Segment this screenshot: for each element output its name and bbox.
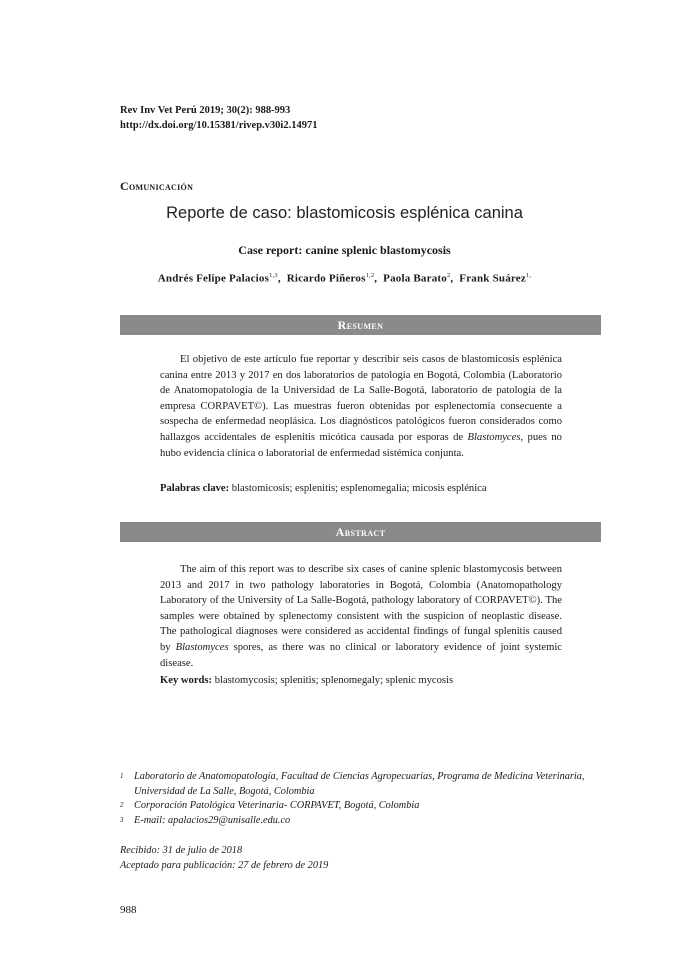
resumen-text-end: , pues no hubo evidencia clínica o laboratorial de enfermedad sistémica conjunta.	[160, 431, 562, 459]
abstract-heading: Abstract	[120, 522, 601, 542]
resumen-body	[160, 352, 562, 461]
footnote	[120, 799, 620, 814]
footnote-text[interactable]: E-mail: apalacios29@unisalle.edu.co	[134, 814, 291, 826]
keywords-list: blastomicosis; esplenitis; esplenomegalia; micosis esplénica	[229, 483, 487, 494]
resumen-italic: Blastomyces	[467, 431, 521, 443]
resumen-text: El objetivo de este artículo fue reportar y describir seis casos de blastomicosis esplénica canina entre 2013 y 2017 en dos laboratorios de patología en Bogotá, Colombia (Laboratorio de Anatomopatología de la Universidad de La Salle-Bogotá, laboratorio de patología de la empresa CORPAVET©). Las muestras fueron obtenidas por esplenectomía consecuente a sospecha de enfermedad neoplásica. Los diagnósticos patológicos fueron considerados como hallazgos accidentales de esplenitis micótica causada por esporas de	[160, 354, 562, 443]
received-date: Recibido: 31 de julio de 2018	[120, 845, 243, 856]
citation: Rev Inv Vet Perú 2019; 30(2): 988-993	[120, 105, 291, 116]
article-subtitle: Case report: canine splenic blastomycosis	[238, 243, 451, 257]
doi-link[interactable]: http://dx.doi.org/10.15381/rivep.v30i2.14971	[120, 120, 318, 131]
author-affiliation: 1,3	[269, 272, 278, 279]
accepted-date: Aceptado para publicación: 27 de febrero de 2019	[120, 860, 329, 871]
article-dates	[120, 843, 328, 873]
footnote-text: Laboratorio de Anatomopatología, Facultad de Ciencias Agropecuarias, Programa de Medicina Veterinaria, Universidad de La Salle, Bogotá, Colombia	[134, 771, 585, 797]
footnotes	[120, 770, 620, 828]
footnote	[120, 814, 620, 829]
abstract-italic: Blastomyces	[175, 641, 229, 653]
keywords-list: blastomycosis; splenitis; splenomegaly; splenic mycosis	[212, 675, 454, 686]
keywords-label: Palabras clave:	[160, 483, 230, 494]
footnote	[120, 770, 620, 799]
page-number: 988	[120, 904, 137, 916]
author-name: Frank Suárez	[459, 272, 526, 285]
author-affiliation: 2	[446, 272, 451, 279]
keywords-label: Key words:	[160, 675, 213, 686]
author-name: Andrés Felipe Palacios	[157, 272, 270, 285]
section-label: Comunicación	[120, 179, 194, 193]
journal-header	[120, 103, 317, 133]
footnote-number: 1	[120, 772, 124, 780]
abstract-text: The aim of this report was to describe six cases of canine splenic blastomycosis between 2013 and 2017 in two pathology laboratories in Bogotá, Colombia (Anatomopathology Laboratory of the University of La Salle-Bogotá, pathology laboratory of CORPAVET©). The samples were obtained by splenectomy consistent with the suspicion of neoplastic disease. The pathological diagnoses were considered as accidental findings of fungal splenitis caused by	[160, 564, 562, 653]
abstract-body	[160, 562, 562, 671]
abstract-text-end: spores, as there was no clinical or laboratory evidence of joint systemic disease.	[160, 641, 562, 669]
author-list: Andrés Felipe Palacios$^{1,3}$, Ricardo Piñeros$^{1,2}$, Paola Barato$^2$, Frank Suárez$^{1,}$	[157, 272, 532, 285]
abstract-keywords	[160, 675, 562, 686]
author-affiliation: 1,2	[365, 272, 375, 279]
article-title: Reporte de caso: blastomicosis esplénica canina	[166, 204, 523, 222]
author-name: Paola Barato	[383, 272, 447, 285]
author-name: Ricardo Piñeros	[286, 272, 366, 285]
footnote-number: 3	[120, 815, 124, 824]
resumen-keywords	[160, 483, 562, 494]
author-affiliation: 1,	[525, 272, 532, 279]
footnote-number: 2	[120, 801, 124, 809]
resumen-heading: Resumen	[120, 315, 601, 335]
footnote-text: Corporación Patológica Veterinaria- CORPAVET, Bogotá, Colombia	[134, 800, 420, 811]
